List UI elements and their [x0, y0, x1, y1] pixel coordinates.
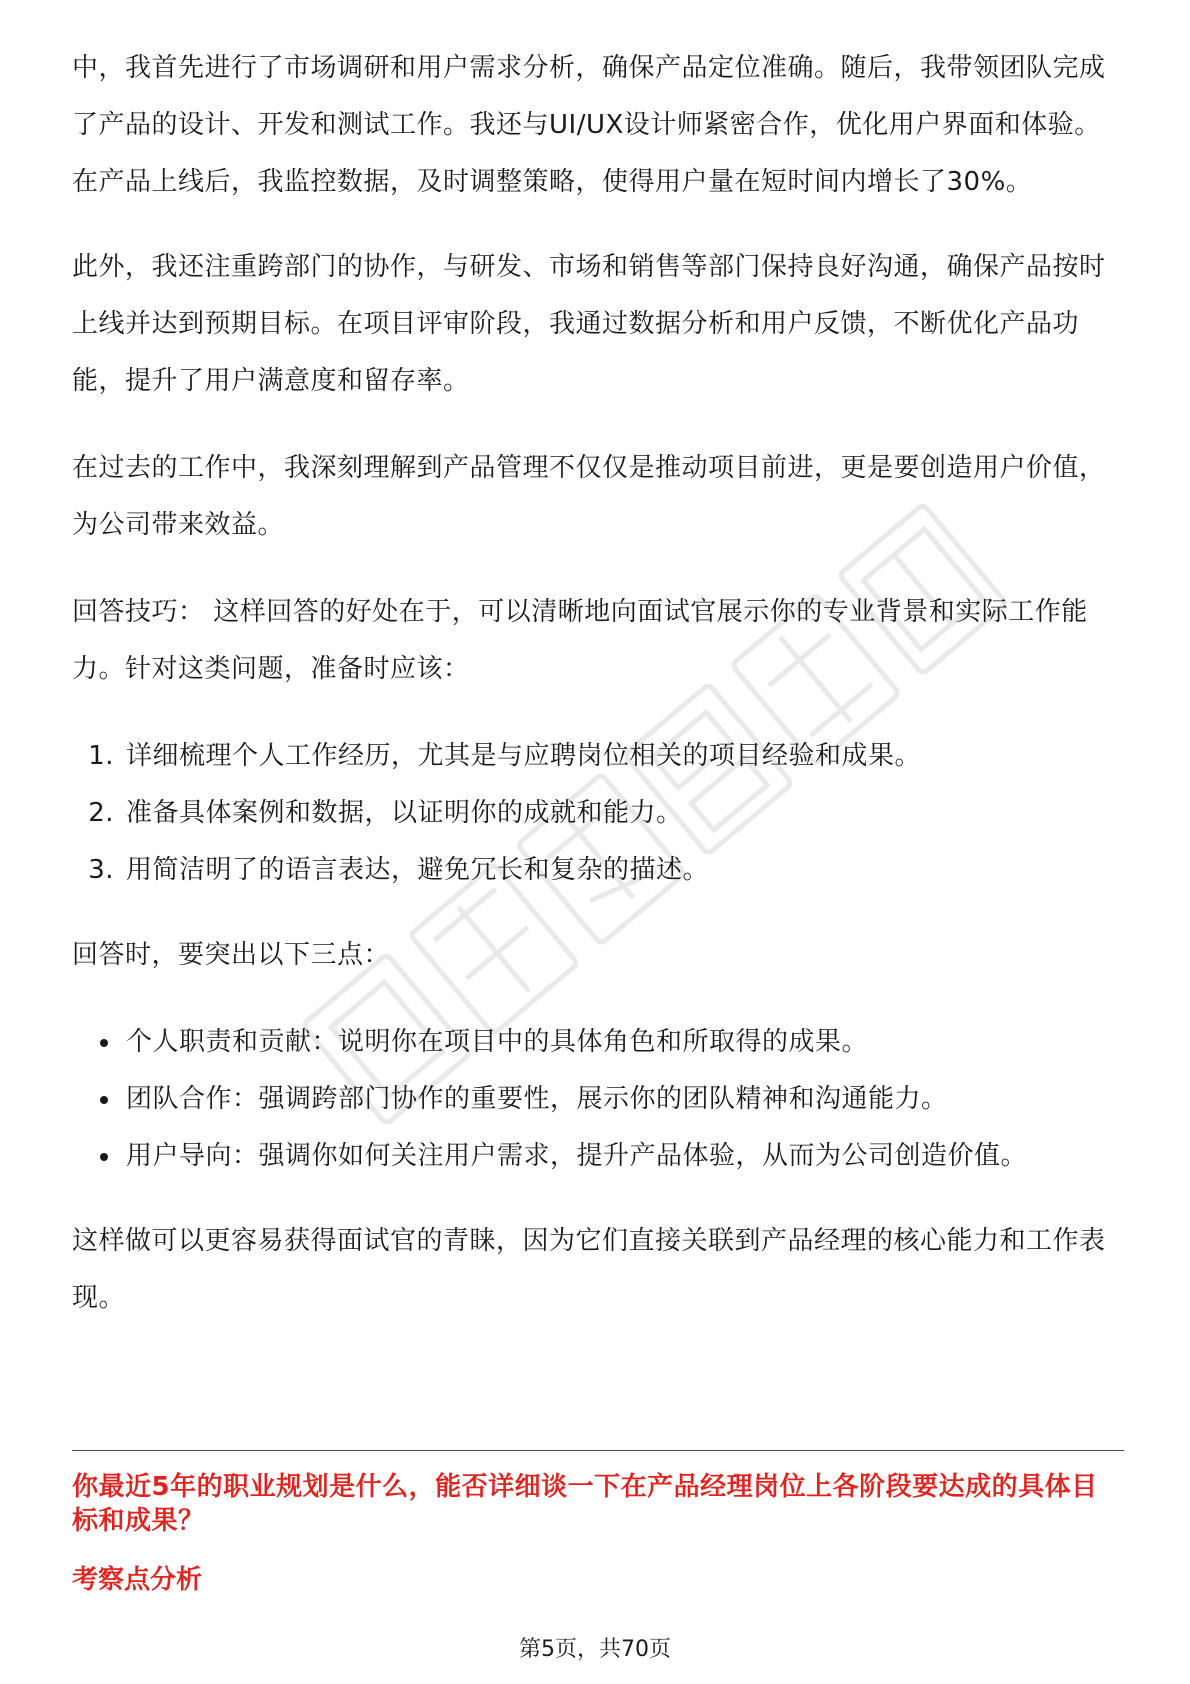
list-item-text: 详细梳理个人工作经历，尤其是与应聘岗位相关的项目经验和成果。 — [126, 741, 922, 771]
list-item-text: 个人职责和贡献：说明你在项目中的具体角色和所取得的成果。 — [126, 1027, 869, 1057]
page-footer: 第5页，共70页 — [519, 1637, 671, 1662]
list-item — [72, 1014, 1124, 1071]
next-question-heading: 你最近5年的职业规划是什么，能否详细谈一下在产品经理岗位上各阶段要达成的具体目标和成果？ — [72, 1472, 1098, 1536]
list-number: 3. — [88, 855, 114, 885]
list-item-text: 团队合作：强调跨部门协作的重要性，展示你的团队精神和沟通能力。 — [126, 1084, 948, 1114]
list-item — [72, 1128, 1124, 1185]
tips-list — [72, 728, 1124, 899]
paragraph-key-points-intro: 回答时，要突出以下三点： — [72, 940, 391, 970]
bullet-icon — [72, 1071, 126, 1128]
list-item — [72, 842, 1124, 899]
bullet-icon — [72, 1014, 126, 1071]
paragraph-experience: 中，我首先进行了市场调研和用户需求分析，确保产品定位准确。随后，我带领团队完成了产品的设计、开发和测试工作。我还与UI/UX设计师紧密合作，优化用户界面和体验。在产品上线后，我监控数据，及时调整策略，使得用户量在短时间内增长了30%。 — [72, 53, 1106, 197]
list-item-text: 用户导向：强调你如何关注用户需求，提升产品体验，从而为公司创造价值。 — [126, 1141, 1028, 1171]
list-item-text: 用简洁明了的语言表达，避免冗长和复杂的描述。 — [126, 855, 710, 885]
paragraph-reflection: 在过去的工作中，我深刻理解到产品管理不仅仅是推动项目前进，更是要创造用户价值，为公司带来效益。 — [72, 453, 1106, 540]
analysis-subheading: 考察点分析 — [72, 1565, 203, 1595]
paragraph-collaboration: 此外，我还注重跨部门的协作，与研发、市场和销售等部门保持良好沟通，确保产品按时上线并达到预期目标。在项目评审阶段，我通过数据分析和用户反馈，不断优化产品功能，提升了用户满意度和留存率。 — [72, 252, 1106, 396]
list-item — [72, 785, 1124, 842]
key-points-list — [72, 1014, 1124, 1185]
section-divider — [72, 1450, 1124, 1451]
bullet-icon — [72, 1128, 126, 1185]
list-item — [72, 728, 1124, 785]
list-number: 1. — [88, 741, 114, 771]
list-item-text: 准备具体案例和数据，以证明你的成就和能力。 — [126, 798, 683, 828]
list-item — [72, 1071, 1124, 1128]
document-body — [72, 40, 1124, 1357]
paragraph-conclusion: 这样做可以更容易获得面试官的青睐，因为它们直接关联到产品经理的核心能力和工作表现。 — [72, 1226, 1106, 1313]
list-number: 2. — [88, 798, 114, 828]
paragraph-answer-tips: 回答技巧： 这样回答的好处在于，可以清晰地向面试官展示你的专业背景和实际工作能力。针对这类问题，准备时应该： — [72, 597, 1088, 684]
